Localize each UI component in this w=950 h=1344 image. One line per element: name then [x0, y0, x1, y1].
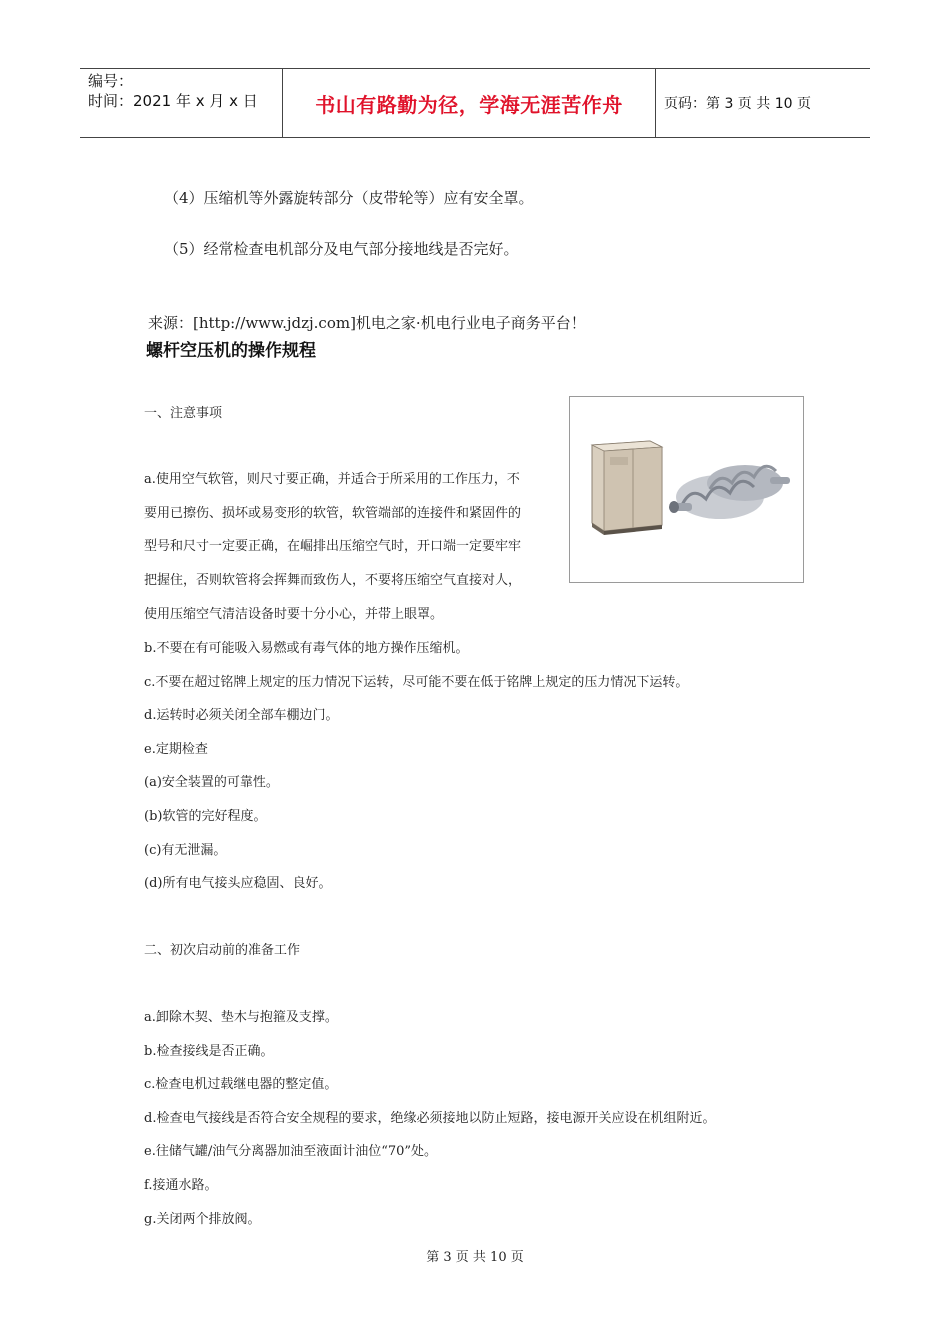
section1-e-c: (c)有无泄漏。 — [144, 843, 227, 858]
section1-a-line: a.使用空气软管，则尺寸要正确，并适合于所采用的工作压力，不 — [144, 472, 520, 487]
header-motto: 书山有路勤为径，学海无涯苦作舟 — [282, 69, 656, 137]
time-label: 时间：2021 年 x 月 x 日 — [88, 92, 258, 110]
section1-a-line: 要用已擦伤、损坏或易变形的软管，软管端部的连接件和紧固件的 — [144, 506, 522, 521]
section1-d: d.运转时必须关闭全部车棚边门。 — [144, 708, 339, 723]
header-left — [88, 71, 258, 111]
number-label: 编号： — [88, 72, 134, 90]
section2-g: g.关闭两个排放阀。 — [144, 1212, 261, 1227]
section2-b: b.检查接线是否正确。 — [144, 1044, 274, 1059]
source-line: 来源：[http://www.jdzj.com]机电之家·机电行业电子商务平台！ — [148, 314, 586, 332]
section2-a: a.卸除木契、垫木与抱箍及支撑。 — [144, 1010, 338, 1025]
section2-d: d.检查电气接线是否符合安全规程的要求，绝缘必须接地以防止短路，接电源开关应设在机组附近。 — [144, 1111, 716, 1126]
section2-c: c.检查电机过载继电器的整定值。 — [144, 1077, 338, 1092]
header-page-info: 页码：第 3 页 共 10 页 — [664, 96, 811, 112]
section1-c: c.不要在超过铭牌上规定的压力情况下运转，尽可能不要在低于铭牌上规定的压力情况下运转。 — [144, 675, 689, 690]
section1-e-a: (a)安全装置的可靠性。 — [144, 775, 279, 790]
section1-e: e.定期检查 — [144, 742, 208, 757]
section1-e-b: (b)软管的完好程度。 — [144, 809, 267, 824]
section1-a-line: 使用压缩空气清洁设备时要十分小心，并带上眼罩。 — [144, 607, 444, 622]
section1-e-d: (d)所有电气接头应稳固、良好。 — [144, 876, 332, 891]
compressor-photo — [569, 396, 804, 583]
page-title: 螺杆空压机的操作规程 — [146, 341, 316, 361]
section1-a-line: 把握住，否则软管将会挥舞而致伤人，不要将压缩空气直接对人， — [144, 573, 522, 588]
page-footer: 第 3 页 共 10 页 — [426, 1250, 524, 1265]
section2-f: f.接通水路。 — [144, 1178, 218, 1193]
compressor-illustration — [570, 397, 803, 582]
document-header — [80, 68, 870, 138]
section2-e: e.往储气罐/油气分离器加油至液面计油位“70”处。 — [144, 1144, 438, 1159]
section2-heading: 二、初次启动前的准备工作 — [144, 943, 301, 958]
section1-a-line: 型号和尺寸一定要正确，在崛排出压缩空气时，开口端一定要牢牢 — [144, 539, 522, 554]
intro-item-5: （5）经常检查电机部分及电气部分接地线是否完好。 — [164, 240, 519, 258]
section1-b: b.不要在有可能吸入易燃或有毒气体的地方操作压缩机。 — [144, 641, 469, 656]
intro-item-4: （4）压缩机等外露旋转部分（皮带轮等）应有安全罩。 — [164, 189, 534, 207]
section1-heading: 一、注意事项 — [144, 406, 223, 421]
